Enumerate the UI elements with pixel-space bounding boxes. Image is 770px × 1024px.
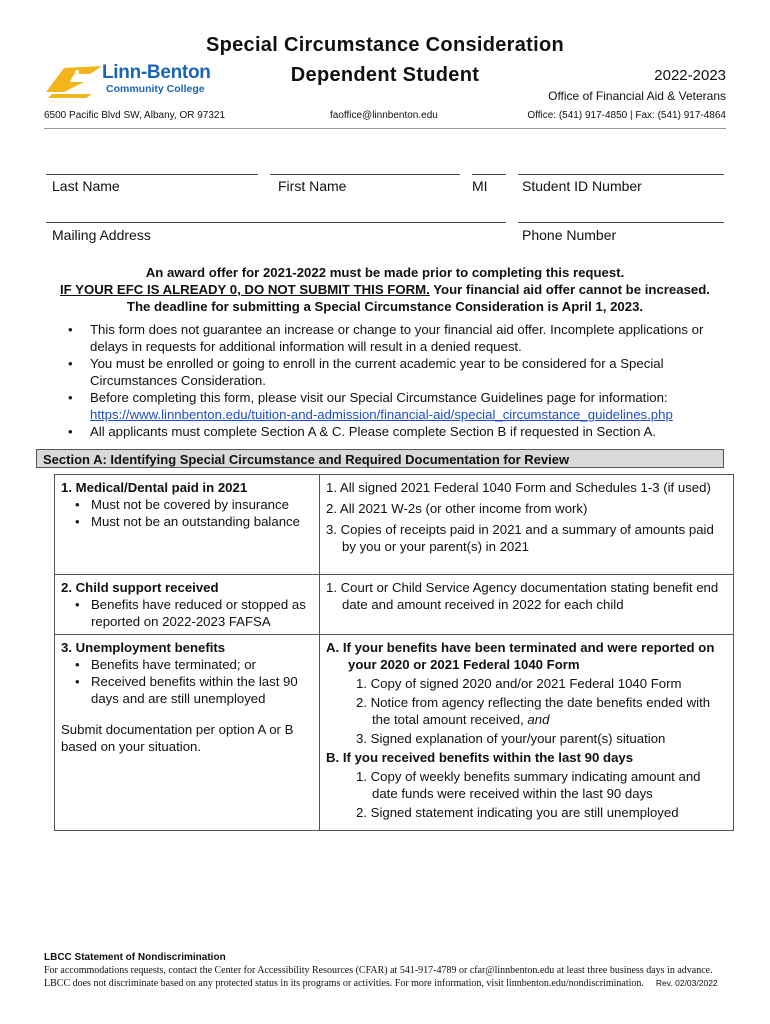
efc-warning: IF YOUR EFC IS ALREADY 0, DO NOT SUBMIT THIS FORM. [60, 282, 430, 297]
form-title: Special Circumstance Consideration [205, 34, 565, 56]
mailing-address-label: Mailing Address [52, 227, 151, 243]
office-email: faoffice@linnbenton.edu [330, 110, 438, 121]
child-support-criteria [61, 596, 313, 630]
list-item: • This form does not guarantee an increase or change to your financial aid offer. Incomplete applications or delays in requests for additional information will result in a denied request. [62, 321, 732, 355]
doc-item: 1. Court or Child Service Agency documentation stating benefit end date and amount received in 2022 for each child [326, 580, 719, 612]
student-id-label: Student ID Number [522, 178, 642, 194]
list-item: • Benefits have reduced or stopped as reported on 2022-2023 FAFSA [61, 596, 313, 630]
doc-item: 3. Copies of receipts paid in 2021 and a summary of amounts paid by you or your parent(s) in 2021 [326, 522, 714, 554]
doc-item-text: 2. Notice from agency reflecting the date benefits ended with the total amount received, [356, 695, 711, 727]
nondiscrimination-text [44, 965, 734, 990]
list-item: • Must not be an outstanding balance [61, 513, 313, 530]
child-support-docs-cell [320, 575, 734, 635]
office-name: Office of Financial Aid & Veterans [548, 89, 726, 103]
list-item: • You must be enrolled or going to enroll in the current academic year to be considered for a Special Circumstances Consideration. [62, 355, 732, 389]
phone-number-label: Phone Number [522, 227, 617, 243]
mi-field[interactable] [472, 174, 506, 175]
list-item: • Received benefits within the last 90 days and are still unemployed [61, 673, 313, 707]
unemployment-cell [55, 635, 320, 831]
doc-item: 1. All signed 2021 Federal 1040 Form and Schedules 1-3 (if used) [326, 480, 711, 495]
college-address: 6500 Pacific Blvd SW, Albany, OR 97321 [44, 110, 226, 121]
doc-item: 1. Copy of weekly benefits summary indicating amount and date funds were received within the last 90 days [356, 769, 701, 801]
logo-name: Linn-Benton [102, 62, 211, 83]
section-a-table [54, 474, 734, 831]
notice-line-1: An award offer for 2021-2022 must be made prior to completing this request. [145, 265, 625, 280]
guidelines-link[interactable]: https://www.linnbenton.edu/tuition-and-admission/financial-aid/special_circumstance_guidelines.php [90, 407, 673, 422]
office-phone-fax: Office: (541) 917-4850 | Fax: (541) 917-4864 [527, 110, 726, 121]
mailing-address-field[interactable] [46, 222, 506, 223]
first-name-field[interactable] [270, 174, 460, 175]
option-b-heading: B. If you received benefits within the last 90 days [326, 750, 634, 765]
nondiscrimination-heading: LBCC Statement of Nondiscrimination [44, 952, 226, 963]
doc-item [326, 694, 727, 728]
table-row [55, 575, 734, 635]
form-subtitle: Dependent Student [290, 64, 480, 86]
medical-dental-cell [55, 475, 320, 575]
unemployment-docs-cell [320, 635, 734, 831]
medical-dental-docs-cell [320, 475, 734, 575]
mi-label: MI [472, 178, 488, 194]
important-notice [40, 264, 730, 315]
logo-subtitle: Community College [106, 83, 205, 95]
notice-line-2-rest: Your financial aid offer cannot be increased. [429, 282, 710, 297]
doc-item: 2. Signed statement indicating you are still unemployed [356, 805, 679, 820]
child-support-cell [55, 575, 320, 635]
unemployment-criteria [61, 656, 313, 707]
unemployment-note: Submit documentation per option A or B based on your situation. [61, 722, 294, 754]
college-logo [44, 60, 240, 100]
doc-item: 2. All 2021 W-2s (or other income from work) [326, 501, 588, 516]
list-item [62, 389, 732, 423]
list-item: • Must not be covered by insurance [61, 496, 313, 513]
option-a-heading: A. If your benefits have been terminated and were reported on your 2020 or 2021 Federal 1040 Form [326, 640, 715, 672]
notice-line-3: The deadline for submitting a Special Circumstance Consideration is April 1, 2023. [126, 299, 644, 314]
doc-item-emphasis: and [527, 712, 550, 727]
table-row [55, 475, 734, 575]
instructions-list [62, 321, 732, 440]
phone-number-field[interactable] [518, 222, 724, 223]
doc-item: 1. Copy of signed 2020 and/or 2021 Federal 1040 Form [356, 676, 682, 691]
footer-line-2-text: LBCC does not discriminate based on any protected status in its programs or activities. For more information, visit linnbenton.edu/nondiscrimination. [44, 978, 644, 989]
child-support-title: 2. Child support received [61, 580, 219, 595]
doc-item: 3. Signed explanation of your/your parent(s) situation [356, 731, 666, 746]
last-name-label: Last Name [52, 178, 120, 194]
footer-line-1: For accommodations requests, contact the Center for Accessibility Resources (CFAR) at 541-917-4789 or cfar@linnbenton.edu at least three business days in advance. [44, 965, 713, 976]
first-name-label: First Name [278, 178, 347, 194]
list-item: • Benefits have terminated; or [61, 656, 313, 673]
unemployment-title: 3. Unemployment benefits [61, 640, 226, 655]
table-row [55, 635, 734, 831]
header-divider [44, 128, 726, 129]
medical-dental-criteria [61, 496, 313, 530]
section-a-header: Section A: Identifying Special Circumstance and Required Documentation for Review [36, 449, 724, 468]
list-item: • All applicants must complete Section A & C. Please complete Section B if requested in Section A. [62, 423, 732, 440]
student-id-field[interactable] [518, 174, 724, 175]
last-name-field[interactable] [46, 174, 258, 175]
academic-year: 2022-2023 [654, 67, 726, 84]
revision-date: Rev. 02/03/2022 [655, 978, 718, 988]
notice-line-2 [40, 281, 730, 298]
list-item-text: Before completing this form, please visit our Special Circumstance Guidelines page for information: [90, 390, 668, 405]
medical-dental-title: 1. Medical/Dental paid in 2021 [61, 480, 248, 495]
footer-line-2 [44, 977, 734, 990]
logo-graphic-icon [44, 62, 104, 98]
